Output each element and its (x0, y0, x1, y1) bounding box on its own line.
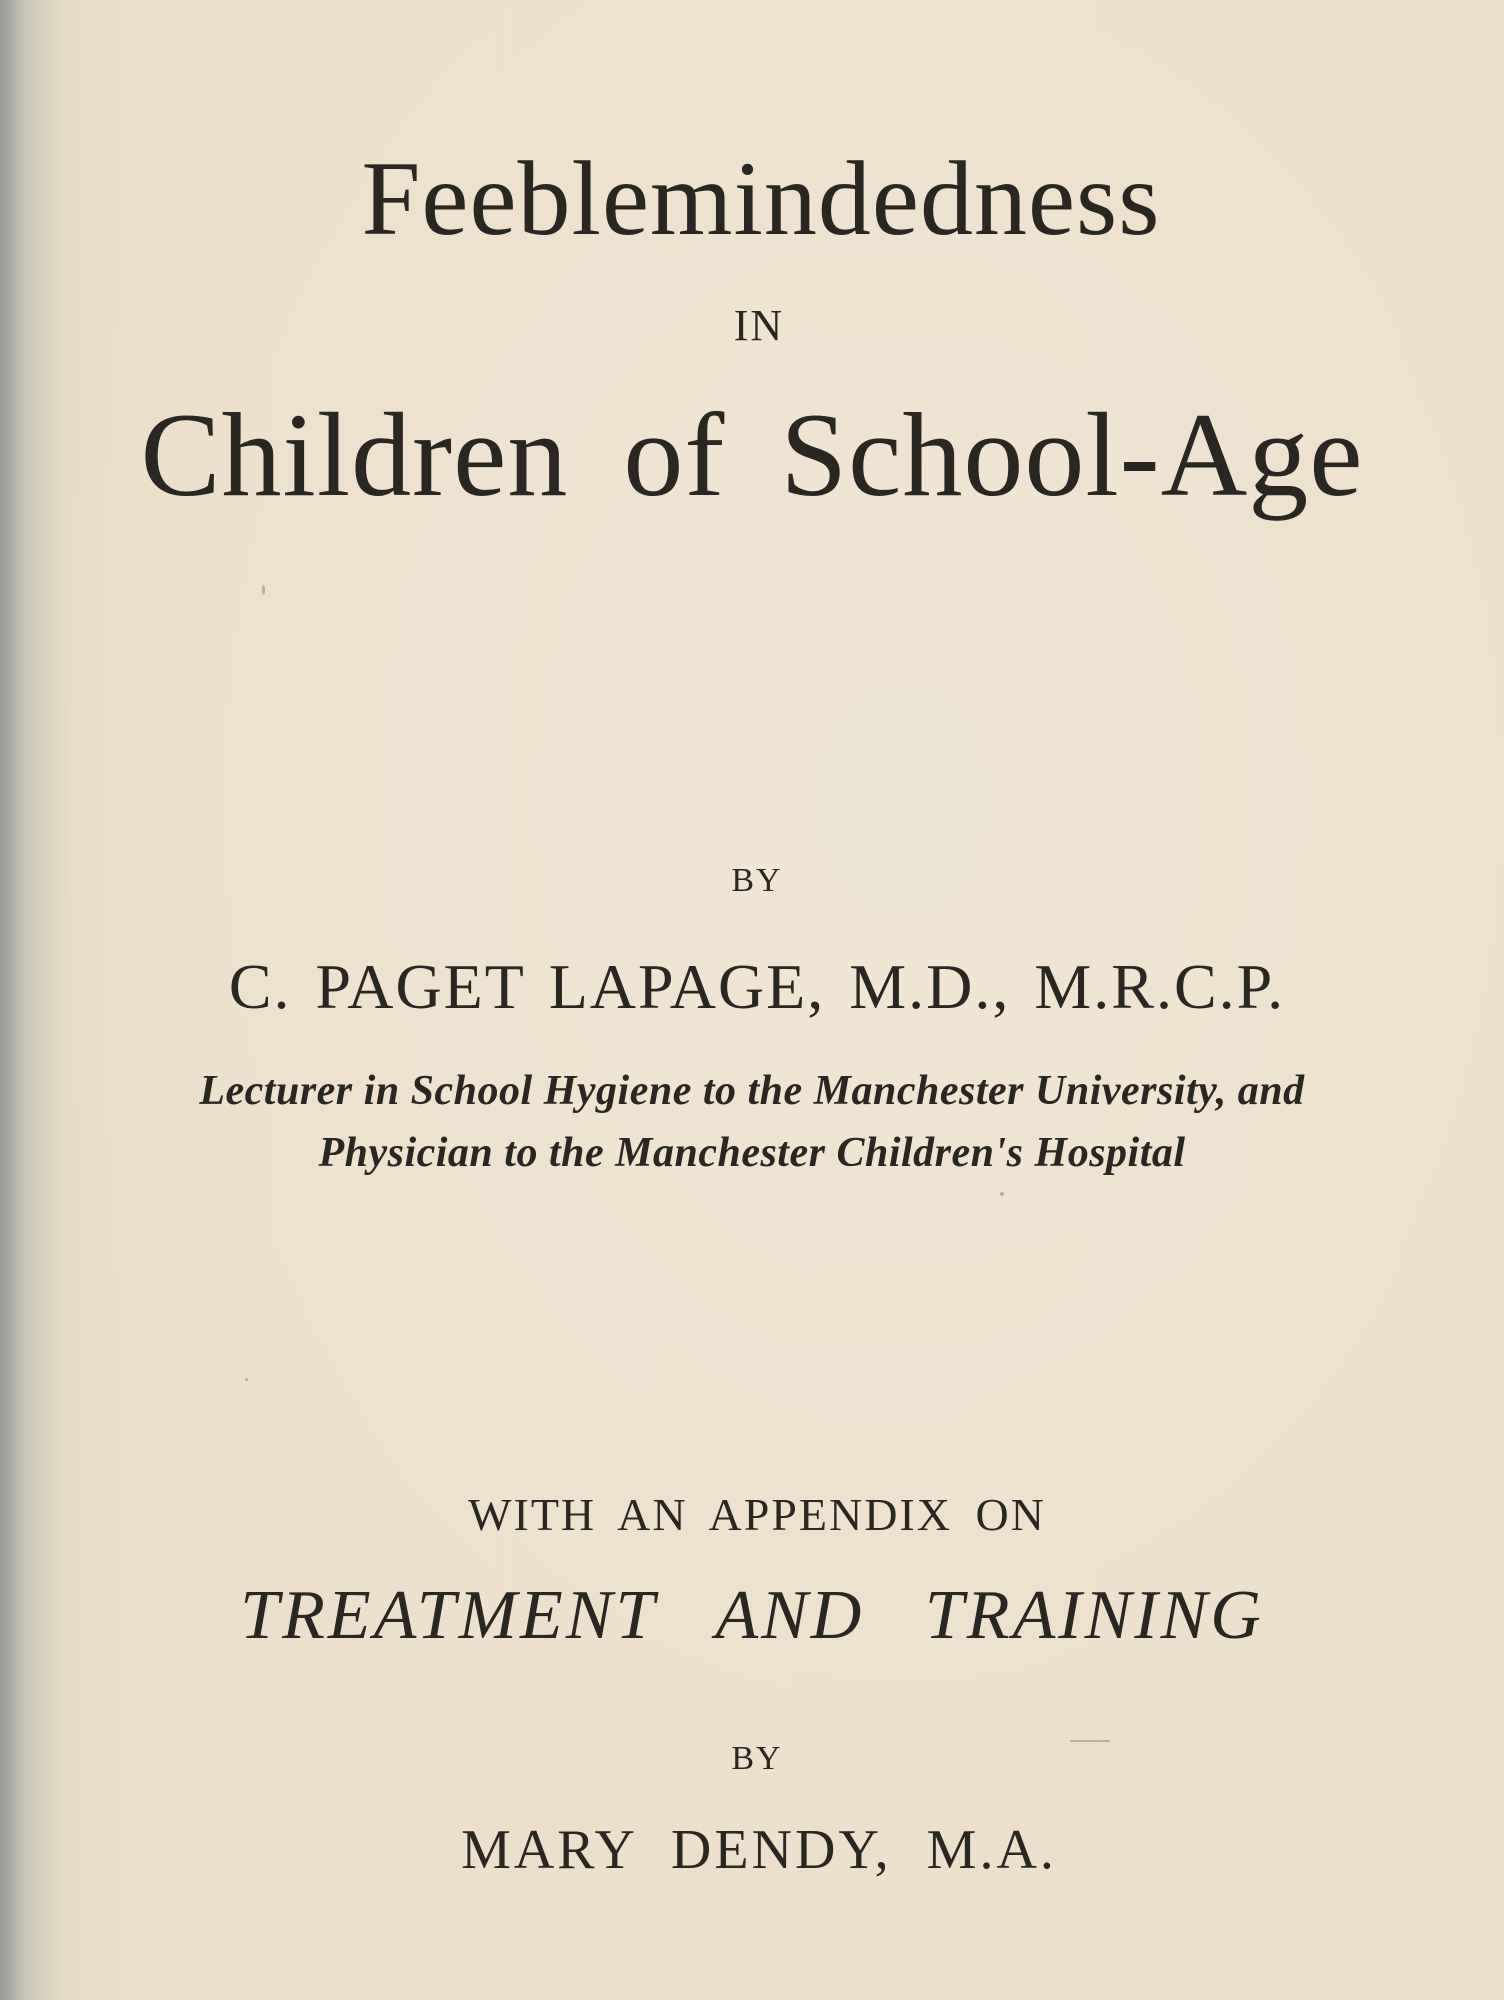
book-subtitle: Children of School-Age (140, 388, 1364, 521)
paper-speck (262, 585, 265, 595)
credentials-line-1: Lecturer in School Hygiene to the Manchester University, and (199, 1068, 1305, 1114)
appendix-title: TREATMENT AND TRAINING (240, 1577, 1264, 1654)
paper-speck (1000, 1192, 1004, 1196)
appendix-label: WITH AN APPENDIX ON (468, 1489, 1046, 1540)
author-name: C. PAGET LAPAGE, M.D., M.R.C.P. (228, 951, 1286, 1022)
appendix-by: BY (731, 1740, 783, 1777)
paper-speck (1070, 1740, 1110, 1742)
title-connector: IN (733, 301, 785, 350)
appendix-author-name: MARY DENDY, M.A. (461, 1819, 1057, 1881)
byline-by: BY (731, 862, 783, 899)
book-title: Feeblemindedness (361, 140, 1161, 257)
paper-speck (245, 1378, 248, 1381)
credentials-line-2: Physician to the Manchester Children's Hospital (318, 1130, 1186, 1176)
author-credentials (0, 1060, 1504, 1184)
